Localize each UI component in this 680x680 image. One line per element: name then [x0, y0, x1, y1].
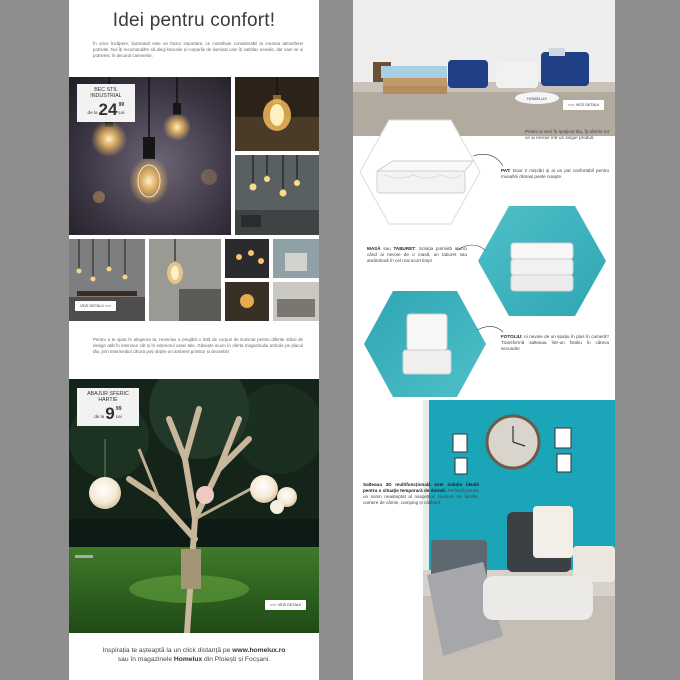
bulb-price-tag: [77, 84, 135, 122]
bed-label: PAT:: [501, 168, 511, 173]
footer-text-2: sau în magazinele: [117, 656, 174, 663]
mid-paragraph: Pentru a te ajuta în alegerea ta, Homelux a pregătit o listă de corpuri de iluminat pentru diferite stiluri de design atât în interioru! cât și în exteriorul casei tale. Găsește acum în oferta magazinului articole pe placul tău, prin intermediul cărora poți obține un ambient primitor și deosebit!: [93, 337, 303, 354]
price-cents: 99: [118, 101, 125, 108]
bulb-offer-name-2: INDUSTRIAL: [90, 93, 122, 100]
website-link[interactable]: www.homelux.ro: [232, 647, 286, 654]
view-details-button[interactable]: <<< VEZI DETALII: [563, 100, 604, 110]
view-details-button[interactable]: <<< VEZI DETALII: [265, 600, 306, 610]
lamp-offer-name: ABAJUR SFERIC: [87, 391, 129, 397]
armchair-label: FOTOLIU:: [501, 334, 523, 339]
price-prefix: de la: [87, 109, 98, 115]
table-label: MASĂ: [367, 246, 381, 251]
bottom-description: [363, 482, 479, 506]
industrial-bulb-photo[interactable]: [69, 77, 231, 235]
bed-text: Doar 2 mișcări și ai un pat confortabil pentru musafirii rămași peste noapte.: [501, 168, 609, 179]
hanging-bulbs-photo[interactable]: [235, 155, 319, 235]
lamp-price: [81, 405, 135, 423]
lamp-price-tag: [77, 388, 139, 426]
left-page: [69, 0, 319, 680]
footer-text-3: din Ploiești și Focșani.: [202, 656, 271, 663]
price-integer: 9: [105, 403, 115, 423]
stool-label: TABURET: [393, 246, 416, 251]
bottom-text-bold: Salteaua 3D multifuncțională este soluția ideală pentru o situație temporară de dormit.: [363, 482, 479, 493]
lamp-grid-photo[interactable]: [225, 239, 319, 321]
price-prefix: de la: [94, 413, 105, 419]
bulb-price: [81, 101, 131, 119]
table-or: sau: [380, 246, 394, 251]
price-currency: Lei: [118, 109, 125, 115]
right-page: [353, 0, 615, 680]
single-bulb-photo[interactable]: [149, 239, 221, 321]
price-currency: Lei: [115, 413, 122, 419]
bottom-text: Perfectă pentru un somn neașteptat al oaspeților, reuniuni de familie, camere de cămin, camping și călătorii.: [363, 488, 479, 505]
table-text: : Soluția potrivită atunci când ai nevoie de o masă, un taburet sau amândouă în cel mai scurt timp!: [367, 246, 467, 263]
brand-name: Homelux: [173, 656, 203, 663]
bulb-offer-name: BEC STIL: [94, 87, 118, 93]
garden-lanterns-photo[interactable]: [69, 379, 319, 633]
arrows: [353, 0, 615, 400]
right-intro-paragraph: Pentru a veni în sprijinul tău, îți oferim tot ce ai nevoie într-un singur produs:: [525, 129, 609, 140]
armchair-text: Ai nevoie de un spațiu în plus în cameră? Transformă salteaua într-un fotoliu în câteva secunde!: [501, 334, 609, 351]
intro-paragraph: În orice încăpere, iluminatul este un factor important, ce contribuie considerabil la crearea atmosferei potrivite. Noi îți recomandăm să alegi becurile și corpurile de iluminat care îți satisfac nevoile, dar care se și potrivesc în decorul camerelor.: [93, 41, 303, 58]
footer-text: Inspirația te așteaptă la un click distanță pe: [102, 647, 233, 654]
page-title: Idei pentru confort!: [112, 10, 276, 31]
footer: [69, 646, 319, 664]
lamp-offer-name-2: HARTIE: [98, 397, 118, 404]
price-cents: 99: [115, 405, 122, 412]
price-integer: 24: [98, 99, 118, 119]
rug-text: HOMELUX: [527, 96, 547, 101]
dining-room-pendant-photo[interactable]: [69, 239, 145, 321]
bedroom-folded-mattress-photo[interactable]: [423, 400, 615, 680]
view-details-button[interactable]: VEZI DETALII >>>: [75, 301, 116, 311]
edison-bulb-photo[interactable]: [235, 77, 319, 151]
